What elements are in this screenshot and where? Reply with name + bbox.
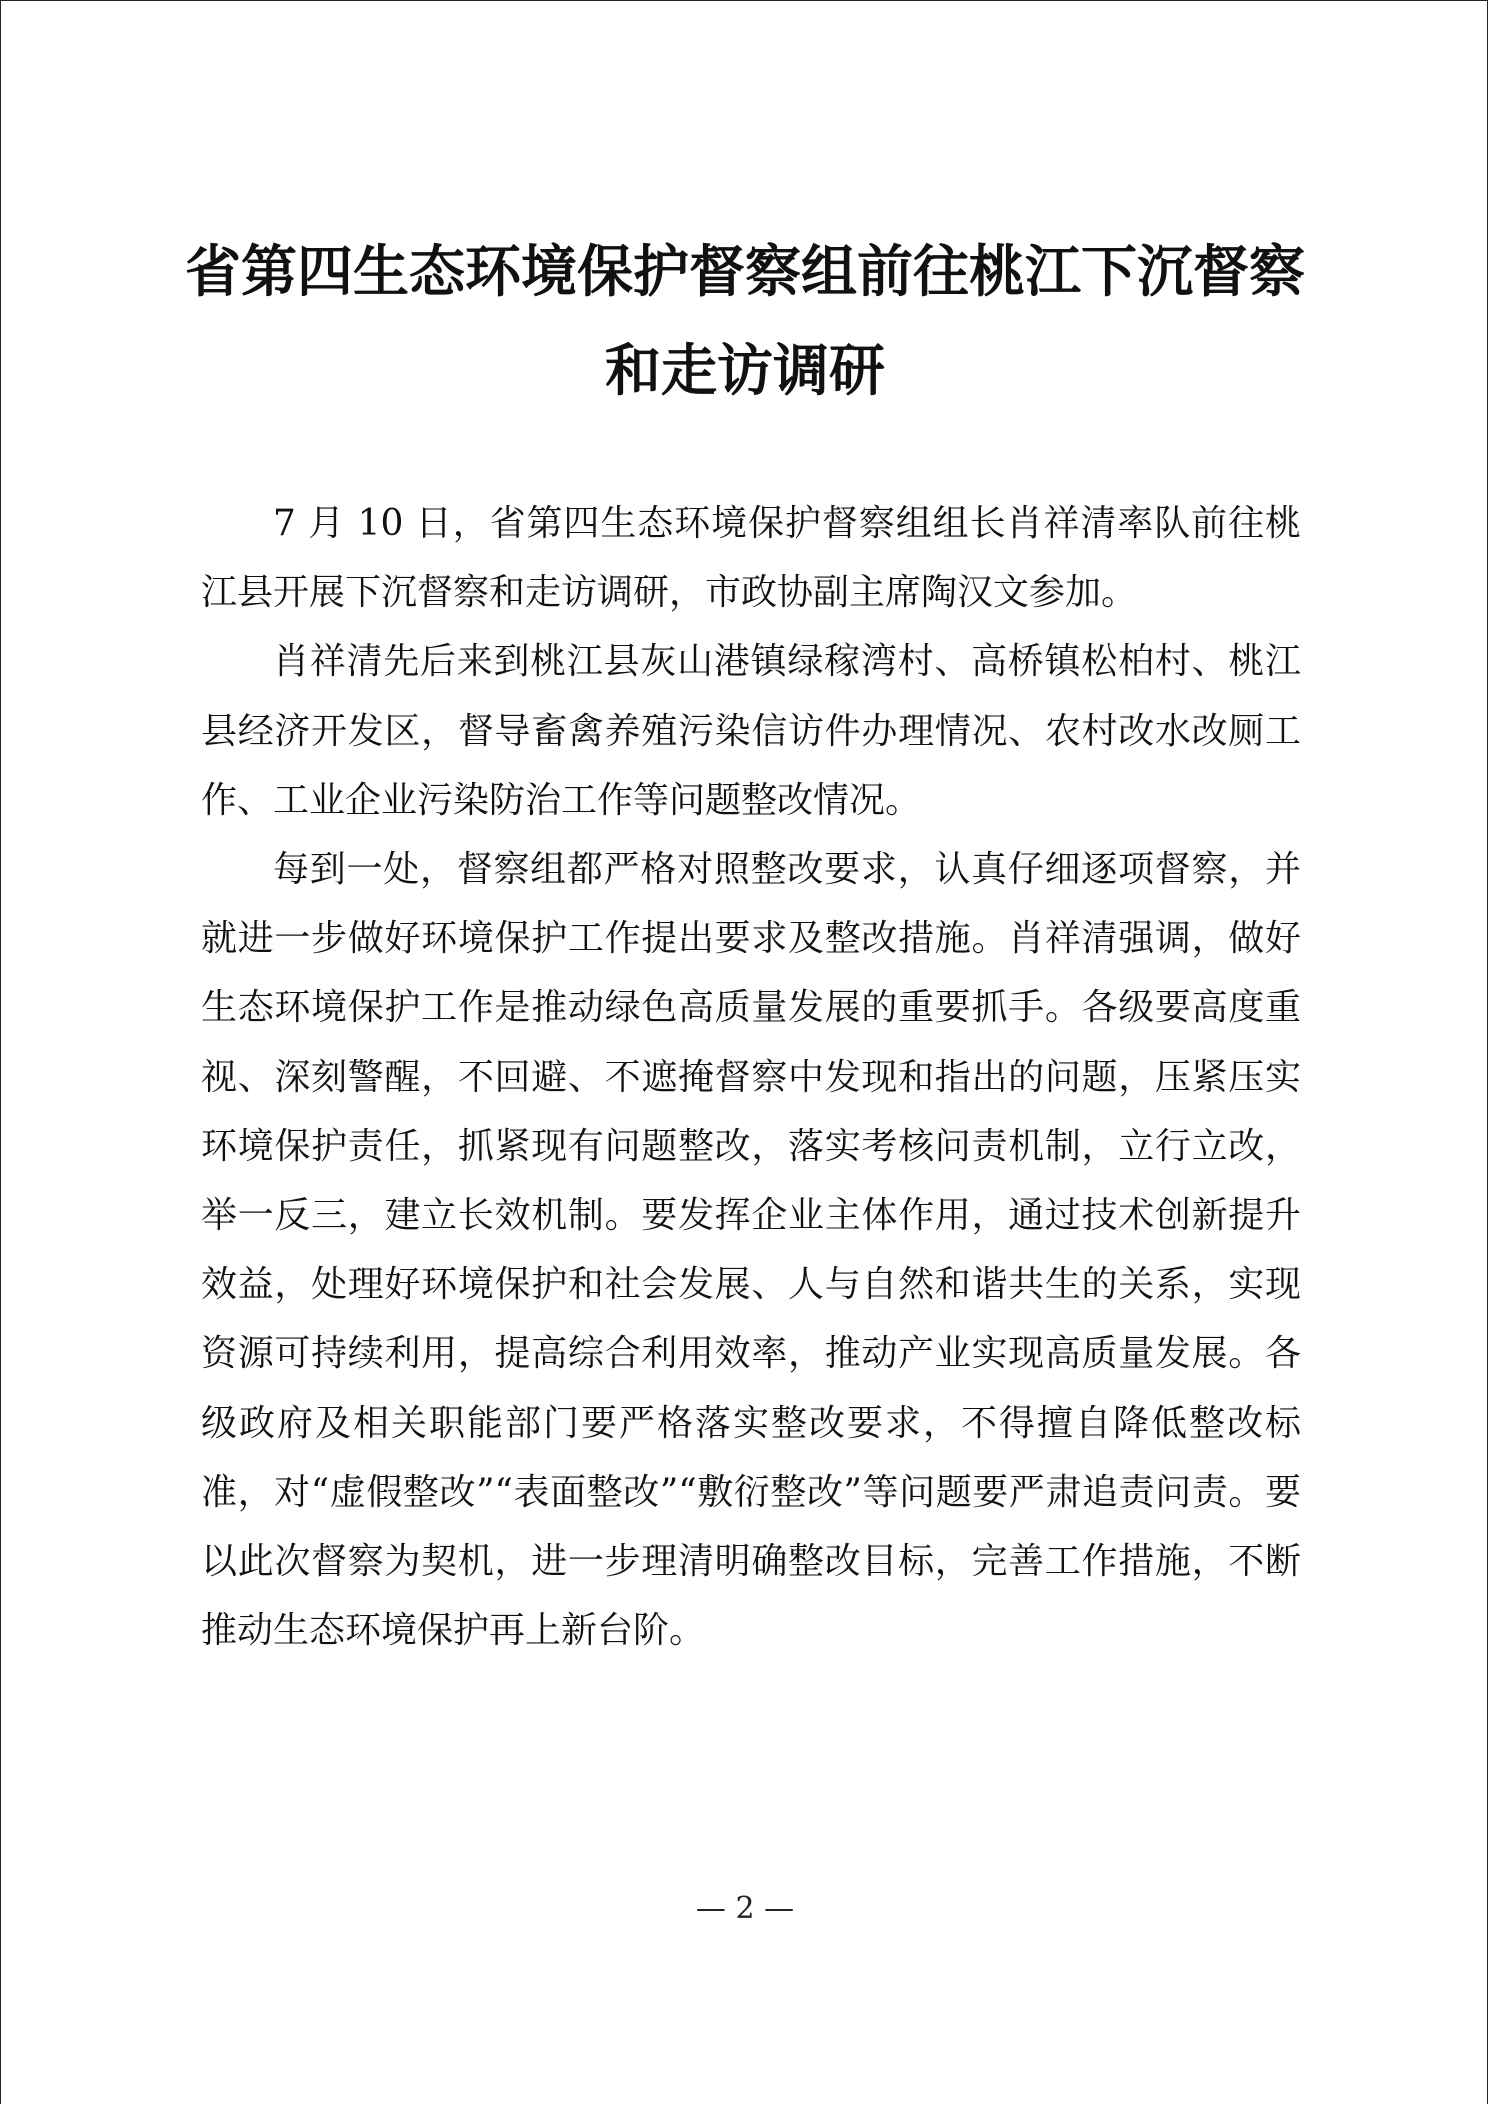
paragraph-1: 7 月 10 日，省第四生态环境保护督察组组长肖祥清率队前往桃江县开展下沉督察和走访调研，市政协副主席陶汉文参加。 [201, 503, 1301, 614]
paragraph-2: 肖祥清先后来到桃江县灰山港镇绿稼湾村、高桥镇松柏村、桃江县经济开发区，督导畜禽养殖污染信访件办理情况、农村改水改厕工作、工业企业污染防治工作等问题整改情况。 [201, 641, 1301, 821]
document-title [181, 223, 1309, 421]
page-number: — 2 — [695, 1891, 795, 1926]
title-line-1: 省第四生态环境保护督察组前往桃江下沉督察 [185, 239, 1305, 305]
paragraph-3: 每到一处，督察组都严格对照整改要求，认真仔细逐项督察，并就进一步做好环境保护工作提出要求及整改措施。肖祥清强调，做好生态环境保护工作是推动绿色高质量发展的重要抓手。各级要高度重视、深刻警醒，不回避、不遮掩督察中发现和指出的问题，压紧压实环境保护责任，抓紧现有问题整改，落实考核问责机制，立行立改，举一反三，建立长效机制。要发挥企业主体作用，通过技术创新提升效益，处理好环境保护和社会发展、人与自然和谐共生的关系，实现资源可持续利用，提高综合利用效率，推动产业实现高质量发展。各级政府及相关职能部门要严格落实整改要求，不得擅自降低整改标准，对“虚假整改”“表面整改”“敷衍整改”等问题要严肃追责问责。要以此次督察为契机，进一步理清明确整改目标，完善工作措施，不断推动生态环境保护再上新台阶。 [201, 849, 1301, 1652]
title-line-2: 和走访调研 [605, 338, 885, 404]
document-body [201, 489, 1301, 1665]
